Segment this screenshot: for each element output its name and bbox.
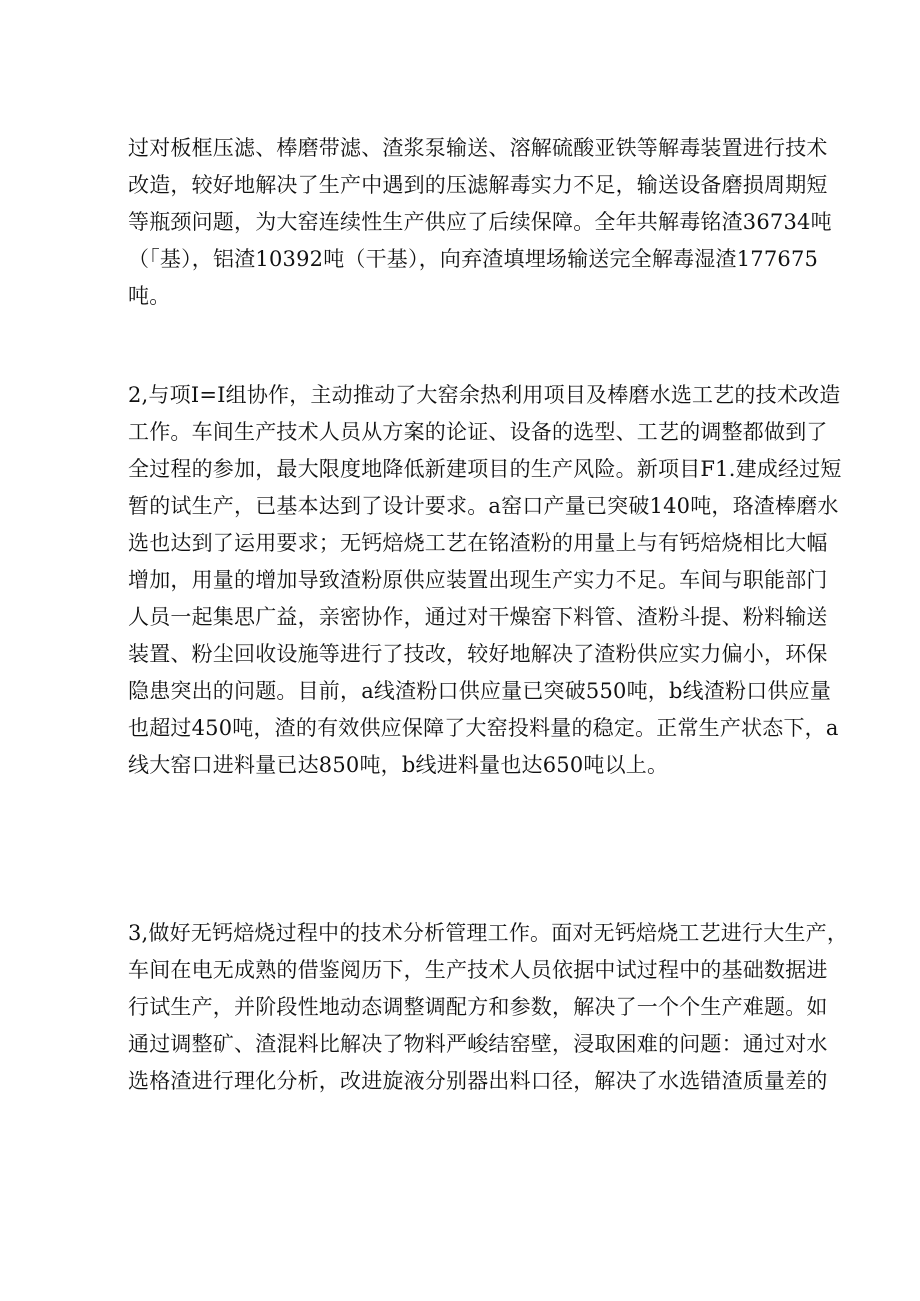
- text-line: 人员一起集思广益，亲密协作，通过对干燥窑下料管、渣粉斗提、粉料输送: [128, 605, 828, 629]
- text-line: 行试生产，并阶段性地动态调整调配方和参数，解决了一个个生产难题。如: [128, 995, 828, 1019]
- paragraph-2: [128, 377, 842, 784]
- text-line: 吨。: [128, 284, 171, 308]
- text-line: 2,与项I=I组协作，主动推动了大窑余热利用项目及棒磨水选工艺的技术改造: [128, 383, 841, 407]
- text-line: 通过调整矿、渣混料比解决了物料严峻结窑壁，浸取困难的问题：通过对水: [128, 1032, 828, 1056]
- text-line: 等瓶颈问题，为大窑连续性生产供应了后续保障。全年共解毒铭渣36734吨: [128, 210, 832, 234]
- text-line: 工作。车间生产技术人员从方案的论证、设备的选型、工艺的调整都做到了: [128, 420, 828, 444]
- text-line: 全过程的参加，最大限度地降低新建项目的生产风险。新项目F1.建成经过短: [128, 457, 842, 481]
- text-line: 车间在电无成熟的借鉴阅历下，生产技术人员依据中试过程中的基础数据进: [128, 958, 828, 982]
- text-line: 选也达到了运用要求；无钙焙烧工艺在铭渣粉的用量上与有钙焙烧相比大幅: [128, 531, 828, 555]
- text-line: 隐患突出的问题。目前，a线渣粉口供应量已突破550吨，b线渣粉口供应量: [128, 679, 832, 703]
- text-line: 过对板框压滤、棒磨带滤、渣浆泵输送、溶解硫酸亚铁等解毒装置进行技术: [128, 136, 828, 160]
- text-line: 选格渣进行理化分析，改进旋液分别器出料口径，解决了水选错渣质量差的: [128, 1069, 828, 1093]
- paragraph-3: [128, 915, 849, 1100]
- text-line: （「基），铝渣10392吨（干基），向弃渣填埋场输送完全解毒湿渣177675: [128, 247, 819, 271]
- text-line: 线大窑口进料量已达850吨，b线进料量也达650吨以上。: [128, 753, 669, 777]
- text-line: 增加，用量的增加导致渣粉原供应装置出现生产实力不足。车间与职能部门: [128, 568, 828, 592]
- text-line: 装置、粉尘回收设施等进行了技改，较好地解决了渣粉供应实力偏小，环保: [128, 642, 828, 666]
- text-line: 改造，较好地解决了生产中遇到的压滤解毒实力不足，输送设备磨损周期短: [128, 173, 828, 197]
- text-line: 暂的试生产，已基本达到了设计要求。a窑口产量已突破140吨，珞渣棒磨水: [128, 494, 839, 518]
- paragraph-1: [128, 130, 832, 315]
- text-line: 3,做好无钙焙烧过程中的技术分析管理工作。面对无钙焙烧工艺进行大生产，: [128, 921, 849, 945]
- text-line: 也超过450吨，渣的有效供应保障了大窑投料量的稳定。正常生产状态下，a: [128, 716, 839, 740]
